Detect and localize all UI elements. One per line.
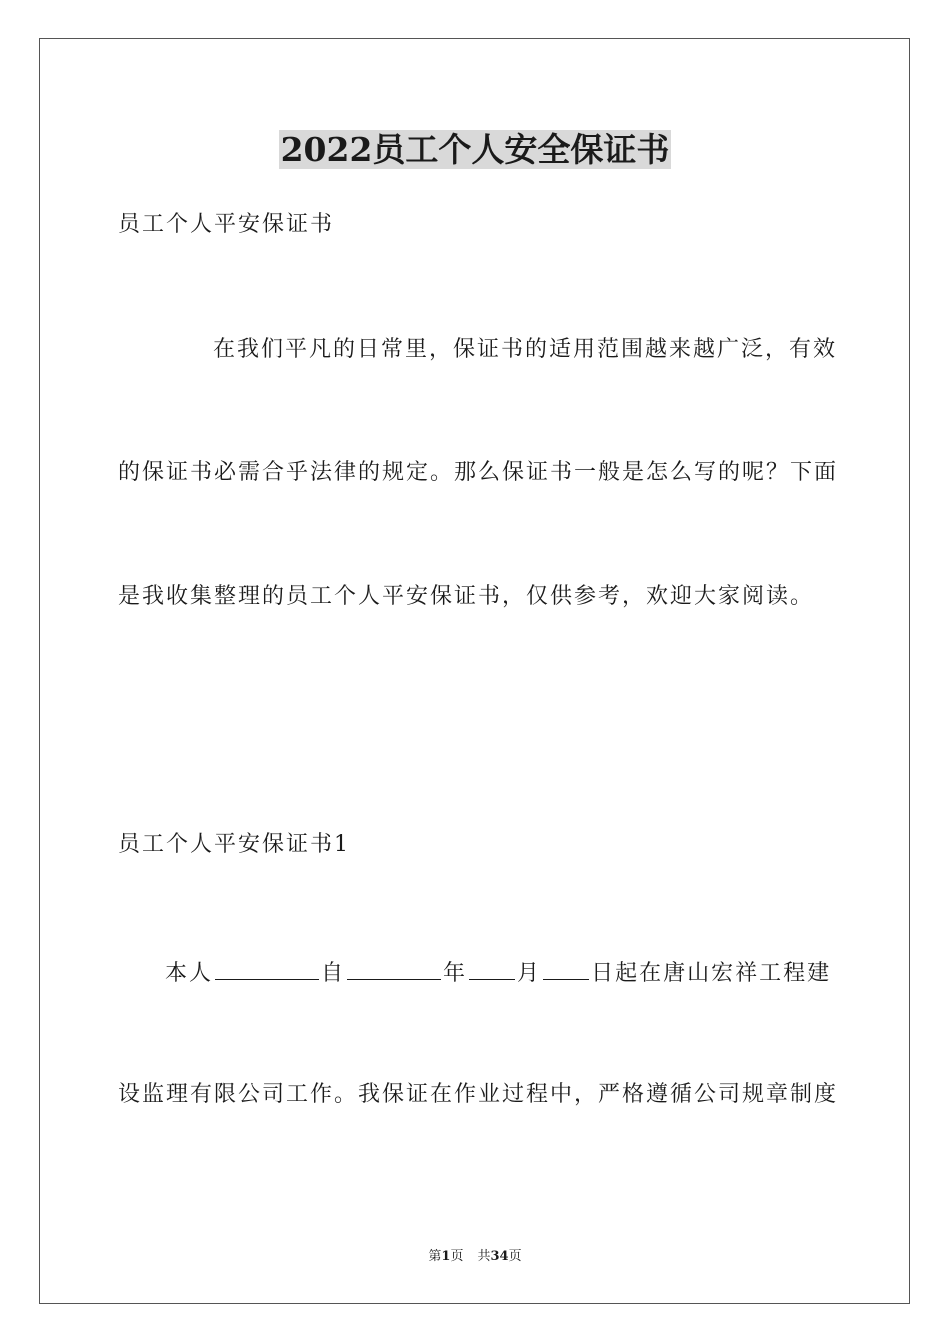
day-blank [543,957,589,980]
document-title [0,128,950,172]
intro-line-1: 在我们平凡的日常里，保证书的适用范围越来越广泛，有效 [213,337,838,362]
subtitle: 员工个人平安保证书 [118,212,335,237]
document-title-text: 2022员工个人安全保证书 [280,130,670,169]
footer-total-pages: 34 [490,1249,509,1264]
footer-page-prefix: 第 [428,1249,442,1264]
year-blank [347,957,441,980]
body-line-2: 设监理有限公司工作。我保证在作业过程中，严格遵循公司规章制度 [118,1082,839,1107]
body-text-zi: 自 [321,961,346,986]
footer-page-number: 1 [441,1249,451,1264]
footer-page-suffix: 页 [450,1249,464,1264]
intro-line-3: 是我收集整理的员工个人平安保证书，仅供参考，欢迎大家阅读。 [118,584,815,609]
body-text-yue: 月 [517,961,542,986]
intro-line-2: 的保证书必需合乎法律的规定。那么保证书一般是怎么写的呢？下面 [118,460,839,485]
page-footer [0,1248,950,1266]
month-blank [469,957,515,980]
body-text-nian: 年 [443,961,468,986]
footer-total-prefix: 共 [477,1249,491,1264]
footer-total-suffix: 页 [508,1249,522,1264]
name-blank [215,957,319,980]
body-text-ri: 日起在唐山宏祥工程建 [591,961,832,986]
body-line-1 [165,957,831,989]
body-text-benren: 本人 [165,961,214,986]
section-heading: 员工个人平安保证书1 [118,832,350,857]
